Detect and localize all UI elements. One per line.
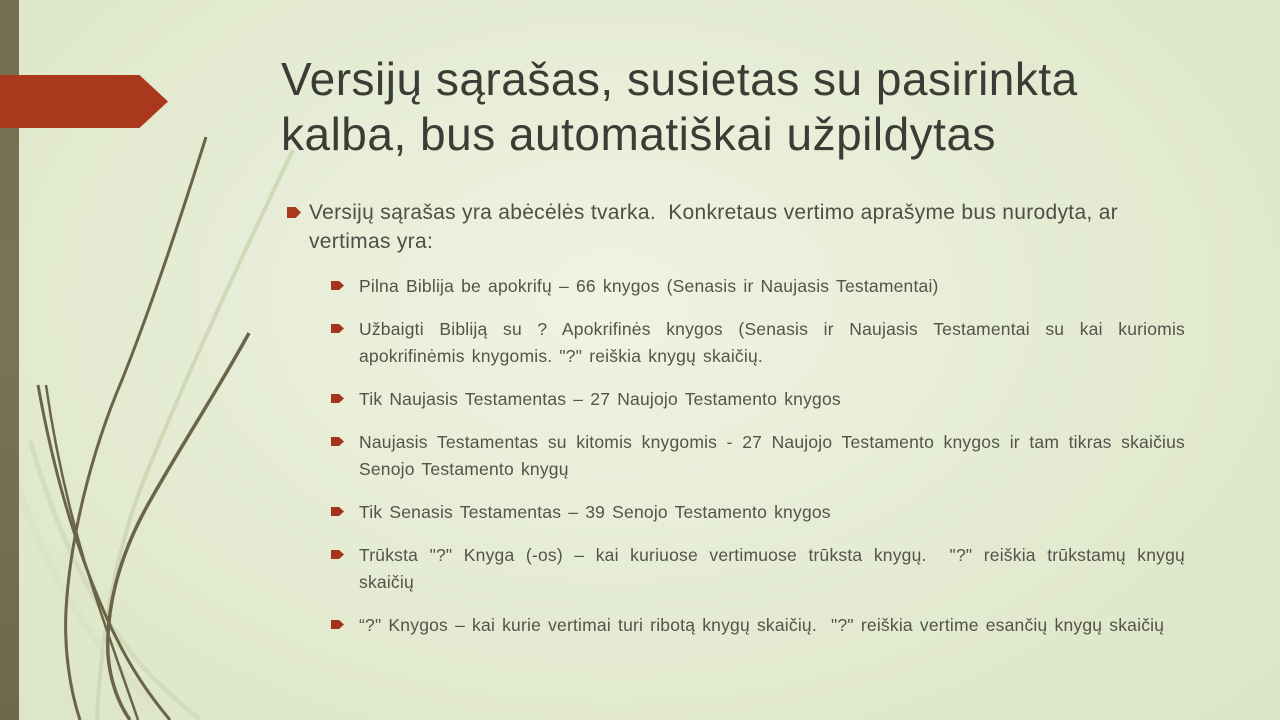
list-item bbox=[331, 612, 1185, 639]
list-item bbox=[331, 499, 1185, 526]
bullet-arrow-icon bbox=[287, 207, 301, 218]
list-item bbox=[331, 386, 1185, 413]
slide-title-line2: kalba, bus automatiškai užpildytas bbox=[281, 108, 997, 160]
list-item bbox=[331, 542, 1193, 596]
sub-bullet-text: Pilna Biblija be apokrifų – 66 knygos (Senasis ir Naujasis Testamentai) bbox=[359, 276, 939, 296]
sub-bullet-text: “?" Knygos – kai kurie vertimai turi ribotą knygų skaičių. "?" reiškia vertime esančių knygų skaičių bbox=[359, 615, 1165, 635]
main-bullet-item bbox=[280, 198, 1185, 256]
main-bullet-text: Versijų sąrašas yra abėcėlės tvarka. Konkretaus vertimo aprašyme bus nurodyta, ar vertimas yra: bbox=[309, 201, 1125, 253]
sub-bullet-text: Tik Naujasis Testamentas – 27 Naujojo Testamento knygos bbox=[359, 389, 841, 409]
sub-bullet-text: Užbaigti Bibliją su ? Apokrifinės knygos (Senasis ir Naujasis Testamentai su kai kuriomis apokrifinėmis knygomis. "?" reiškia knygų skaičių. bbox=[359, 319, 1193, 366]
bullet-arrow-icon bbox=[331, 507, 344, 516]
slide-body bbox=[280, 198, 1193, 655]
slide-title-line1: Versijų sąrašas, susietas su pasirinkta bbox=[281, 53, 1078, 105]
bullet-arrow-icon bbox=[331, 620, 344, 629]
grass-decoration bbox=[0, 125, 320, 720]
sub-bullet-list bbox=[280, 273, 1193, 639]
bullet-arrow-icon bbox=[331, 281, 344, 290]
bullet-arrow-icon bbox=[331, 394, 344, 403]
bullet-arrow-icon bbox=[331, 550, 344, 559]
sub-bullet-text: Naujasis Testamentas su kitomis knygomis - 27 Naujojo Testamento knygos ir tam tikras skaičius Senojo Testamento knygų bbox=[359, 432, 1193, 479]
bullet-arrow-icon bbox=[331, 324, 344, 333]
sub-bullet-text: Tik Senasis Testamentas – 39 Senojo Testamento knygos bbox=[359, 502, 831, 522]
slide-title bbox=[281, 52, 1201, 162]
list-item bbox=[331, 273, 1185, 300]
sub-bullet-text: Trūksta "?" Knyga (-os) – kai kuriuose vertimuose trūksta knygų. "?" reiškia trūkstamų knygų skaičių bbox=[359, 545, 1193, 592]
list-item bbox=[331, 429, 1193, 483]
bullet-arrow-icon bbox=[331, 437, 344, 446]
list-item bbox=[331, 316, 1193, 370]
red-arrow-decoration bbox=[0, 75, 168, 128]
